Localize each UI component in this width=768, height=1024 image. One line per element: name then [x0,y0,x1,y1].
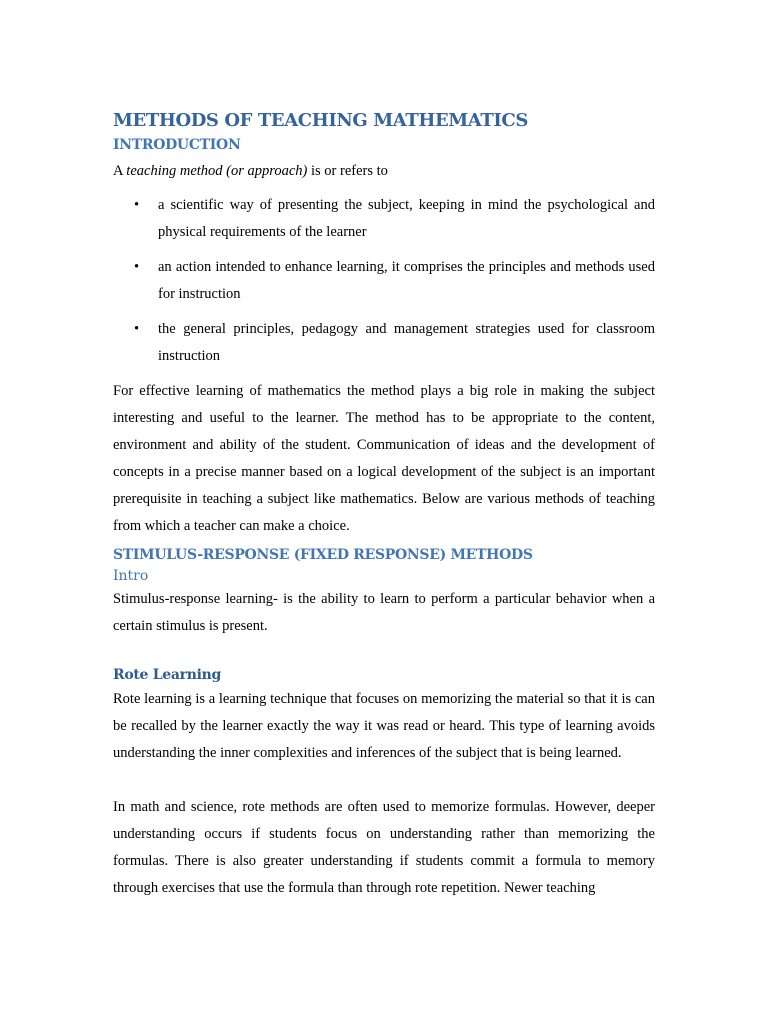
definition-bullet-list [113,192,655,370]
introduction-heading: INTRODUCTION [113,137,241,153]
rote-learning-paragraph: Rote learning is a learning technique that focuses on memorizing the material so that it is can be recalled by the learner exactly the way it was read or heard. This type of learning avoids understanding the inner complexities and inferences of the subject that is being learned. [113,691,655,761]
intro-subheading: Intro [113,568,149,584]
stimulus-paragraph: Stimulus-response learning- is the ability to learn to perform a particular behavior when a certain stimulus is present. [113,591,655,634]
bullet-text: the general principles, pedagogy and management strategies used for classroom instruction [158,321,655,364]
bullet-icon: • [134,259,140,275]
stimulus-response-heading: STIMULUS-RESPONSE (FIXED RESPONSE) METHODS [113,547,533,563]
intro-italic-term: teaching method (or approach) [126,163,308,179]
bullet-icon: • [134,197,140,213]
list-item [113,316,655,370]
list-item [113,192,655,246]
intro-line [113,158,655,185]
intro-prefix: A [113,163,127,179]
bullet-text: an action intended to enhance learning, it comprises the principles and methods used for instruction [158,259,655,302]
document-content [113,108,655,902]
intro-suffix: is or refers to [307,163,388,179]
bullet-text: a scientific way of presenting the subject, keeping in mind the psychological and physical requirements of the learner [158,197,655,240]
document-title: METHODS OF TEACHING MATHEMATICS [113,110,528,131]
rote-learning-heading: Rote Learning [113,667,221,683]
list-item [113,254,655,308]
bullet-icon: • [134,321,140,337]
math-science-paragraph: In math and science, rote methods are often used to memorize formulas. However, deeper understanding occurs if students focus on understanding rather than memorizing the formulas. There is also greater understanding if students commit a formula to memory through exercises that use the formula than through rote repetition. Newer teaching [113,799,655,896]
effective-learning-paragraph: For effective learning of mathematics the method plays a big role in making the subject interesting and useful to the learner. The method has to be appropriate to the content, environment and ability of the student. Communication of ideas and the development of concepts in a precise manner based on a logical development of the subject is an important prerequisite in teaching a subject like mathematics. Below are various methods of teaching from which a teacher can make a choice. [113,383,655,534]
